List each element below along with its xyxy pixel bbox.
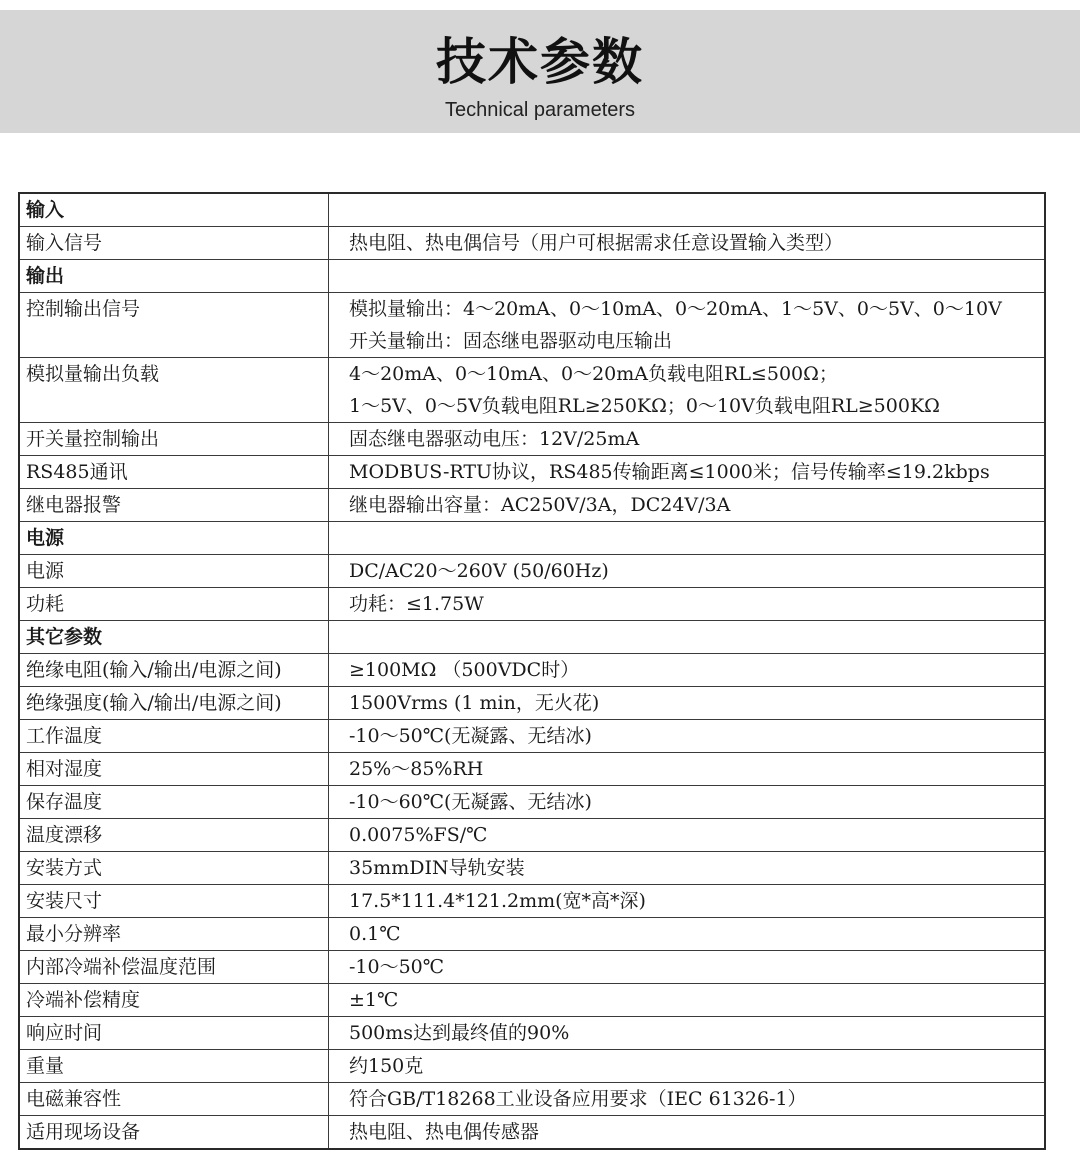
param-name: 适用现场设备: [19, 1116, 329, 1150]
param-value: 模拟量输出：4～20mA、0～10mA、0～20mA、1～5V、0～5V、0～10V: [349, 298, 1002, 320]
spec-table-body: [19, 193, 1045, 1149]
param-value: ≥100MΩ （500VDC时）: [349, 659, 580, 681]
param-name: 功耗: [19, 588, 329, 621]
param-value-cell: [329, 918, 1046, 951]
param-value-cell: [329, 293, 1046, 358]
param-value: 1～5V、0～5V负载电阻RL≥250KΩ；0～10V负载电阻RL≥500KΩ: [349, 395, 940, 417]
param-value-cell: [329, 654, 1046, 687]
table-row: [19, 293, 1045, 358]
param-value-cell: [329, 522, 1046, 555]
param-value-cell: [329, 588, 1046, 621]
param-value: 热电阻、热电偶信号（用户可根据需求任意设置输入类型）: [349, 232, 844, 254]
table-row: [19, 687, 1045, 720]
param-name: 安装方式: [19, 852, 329, 885]
section-header-row: [19, 260, 1045, 293]
table-row: [19, 456, 1045, 489]
param-value: 1500Vrms (1 min，无火花): [349, 692, 600, 714]
table-row: [19, 720, 1045, 753]
table-row: [19, 588, 1045, 621]
param-value-cell: [329, 555, 1046, 588]
param-name: 控制输出信号: [19, 293, 329, 358]
param-value: MODBUS-RTU协议，RS485传输距离≤1000米；信号传输率≤19.2kbps: [349, 461, 990, 483]
param-value: 热电阻、热电偶传感器: [349, 1121, 540, 1143]
param-name: 绝缘强度(输入/输出/电源之间): [19, 687, 329, 720]
param-name: 相对湿度: [19, 753, 329, 786]
param-value-cell: [329, 489, 1046, 522]
section-title: 输入: [19, 193, 329, 227]
param-value-cell: [329, 423, 1046, 456]
param-value-cell: [329, 753, 1046, 786]
table-row: [19, 1050, 1045, 1083]
param-value: 0.0075%FS/℃: [349, 824, 488, 846]
param-value: 符合GB/T18268工业设备应用要求（IEC 61326-1）: [349, 1088, 807, 1110]
param-value: 功耗：≤1.75W: [349, 593, 484, 615]
param-value: 17.5*111.4*121.2mm(宽*高*深): [349, 890, 646, 912]
param-value-cell: [329, 852, 1046, 885]
table-row: [19, 358, 1045, 423]
param-value: 35mmDIN导轨安装: [349, 857, 525, 879]
param-value-cell: [329, 786, 1046, 819]
param-value-cell: [329, 1116, 1046, 1150]
param-name: 电源: [19, 555, 329, 588]
param-value: 0.1℃: [349, 923, 401, 945]
table-row: [19, 786, 1045, 819]
param-value: -10～50℃(无凝露、无结冰): [349, 725, 592, 747]
param-name: 温度漂移: [19, 819, 329, 852]
table-row: [19, 885, 1045, 918]
table-row: [19, 951, 1045, 984]
param-name: 冷端补偿精度: [19, 984, 329, 1017]
param-name: 工作温度: [19, 720, 329, 753]
section-title: 输出: [19, 260, 329, 293]
param-value: 固态继电器驱动电压：12V/25mA: [349, 428, 640, 450]
param-value: 开关量输出：固态继电器驱动电压输出: [349, 330, 673, 352]
table-row: [19, 984, 1045, 1017]
param-name: 内部冷端补偿温度范围: [19, 951, 329, 984]
table-row: [19, 1083, 1045, 1116]
table-row: [19, 852, 1045, 885]
param-value: [349, 621, 1044, 653]
header-banner: [0, 10, 1080, 133]
param-value-cell: [329, 1083, 1046, 1116]
param-name: 输入信号: [19, 227, 329, 260]
section-header-row: [19, 621, 1045, 654]
param-value-cell: [329, 984, 1046, 1017]
param-value: 约150克: [349, 1055, 424, 1077]
param-value: DC/AC20～260V (50/60Hz): [349, 560, 609, 582]
param-value-cell: [329, 885, 1046, 918]
param-name: 响应时间: [19, 1017, 329, 1050]
param-value-cell: [329, 951, 1046, 984]
param-value: 4～20mA、0～10mA、0～20mA负载电阻RL≤500Ω；: [349, 363, 838, 385]
page-subtitle: Technical parameters: [444, 99, 636, 121]
param-name: 保存温度: [19, 786, 329, 819]
param-value: -10～60℃(无凝露、无结冰): [349, 791, 592, 813]
param-name: 重量: [19, 1050, 329, 1083]
param-name: 安装尺寸: [19, 885, 329, 918]
table-row: [19, 227, 1045, 260]
table-row: [19, 489, 1045, 522]
table-row: [19, 1116, 1045, 1150]
param-value: -10～50℃: [349, 956, 445, 978]
table-row: [19, 555, 1045, 588]
param-name: 绝缘电阻(输入/输出/电源之间): [19, 654, 329, 687]
param-value: 继电器输出容量：AC250V/3A，DC24V/3A: [349, 494, 731, 516]
param-value-cell: [329, 687, 1046, 720]
param-value: [349, 260, 1044, 292]
param-value-cell: [329, 456, 1046, 489]
section-header-row: [19, 193, 1045, 227]
param-name: RS485通讯: [19, 456, 329, 489]
param-value: 25%～85%RH: [349, 758, 484, 780]
section-title: 电源: [19, 522, 329, 555]
section-title: 其它参数: [19, 621, 329, 654]
param-value: ±1℃: [349, 989, 399, 1011]
table-row: [19, 654, 1045, 687]
param-value-cell: [329, 819, 1046, 852]
param-name: 电磁兼容性: [19, 1083, 329, 1116]
table-row: [19, 753, 1045, 786]
param-name: 最小分辨率: [19, 918, 329, 951]
section-header-row: [19, 522, 1045, 555]
param-value-cell: [329, 1017, 1046, 1050]
param-value: [349, 522, 1044, 554]
param-value: [349, 194, 1044, 226]
param-name: 开关量控制输出: [19, 423, 329, 456]
param-name: 继电器报警: [19, 489, 329, 522]
table-row: [19, 918, 1045, 951]
param-value: 500ms达到最终值的90%: [349, 1022, 570, 1044]
page-title: 技术参数: [436, 33, 644, 91]
param-name: 模拟量输出负载: [19, 358, 329, 423]
param-value-cell: [329, 1050, 1046, 1083]
table-row: [19, 819, 1045, 852]
spec-table: [18, 192, 1046, 1150]
table-row: [19, 1017, 1045, 1050]
param-value-cell: [329, 621, 1046, 654]
param-value-cell: [329, 260, 1046, 293]
param-value-cell: [329, 227, 1046, 260]
param-value-cell: [329, 193, 1046, 227]
param-value-cell: [329, 358, 1046, 423]
param-value-cell: [329, 720, 1046, 753]
table-row: [19, 423, 1045, 456]
